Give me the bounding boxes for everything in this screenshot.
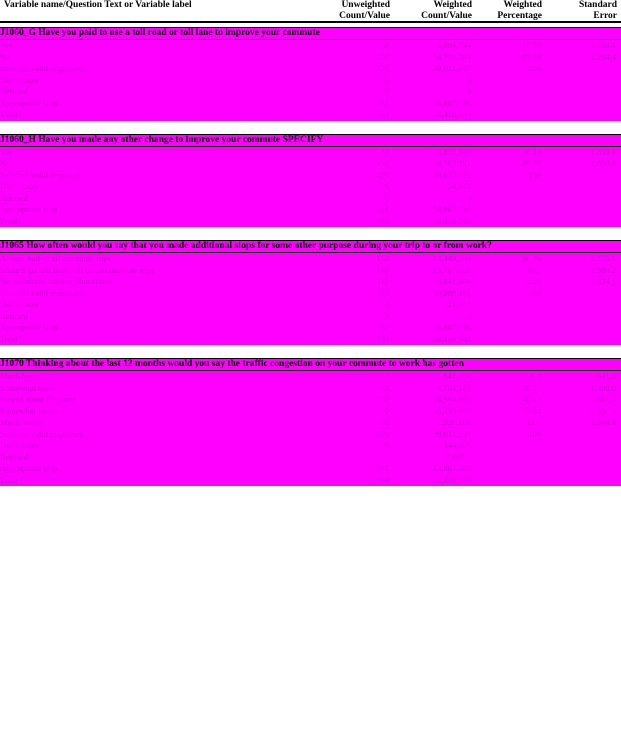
row-label: Don't know [0, 299, 314, 311]
row-standard-error [546, 204, 621, 216]
row-label: No [0, 158, 314, 170]
row-label: Almost half of all commute trips [0, 253, 314, 265]
row-standard-error: 1,644.4 [546, 417, 621, 429]
row-label: Don't know [0, 75, 314, 87]
row-weighted: 14,449,864 [394, 253, 476, 265]
row-percentage [476, 181, 546, 193]
row-standard-error [546, 75, 621, 87]
row-percentage [476, 311, 546, 323]
row-weighted: 0 [394, 193, 476, 205]
row-percentage: 13.88 [476, 40, 546, 52]
row-label: Somewhat worse [0, 406, 314, 418]
row-standard-error [546, 86, 621, 98]
row-weighted: 0 [394, 86, 476, 98]
row-unweighted: 703 [314, 216, 394, 228]
row-weighted: 0 [394, 311, 476, 323]
row-standard-error [546, 322, 621, 334]
row-unweighted: 1 [314, 452, 394, 464]
row-weighted: 10,332,993 [394, 406, 476, 418]
table-row [0, 334, 621, 346]
row-standard-error [546, 311, 621, 323]
row-weighted: 14,807,386 [394, 463, 476, 475]
row-weighted: 4,164,149 [394, 383, 476, 395]
row-label: Selected valid responses [0, 288, 314, 300]
row-unweighted: 703 [314, 475, 394, 487]
row-weighted: 14,807,386 [394, 322, 476, 334]
row-percentage: 40.2 [476, 265, 546, 277]
row-unweighted: 3 [314, 299, 394, 311]
row-unweighted: 7 [314, 371, 394, 383]
row-weighted: 39,088,185 [394, 288, 476, 300]
row-label: Yes [0, 146, 314, 158]
row-percentage [476, 475, 546, 487]
row-unweighted: 703 [314, 334, 394, 346]
row-percentage [476, 193, 546, 205]
row-percentage [476, 109, 546, 121]
table-row [0, 440, 621, 452]
row-weighted: 54,418,748 [394, 109, 476, 121]
table-row [0, 193, 621, 205]
row-label: Selected valid responses [0, 429, 314, 441]
question-band [0, 28, 621, 40]
question-band [0, 241, 621, 253]
row-weighted: 9,041,404 [394, 276, 476, 288]
row-unweighted: 0 [314, 86, 394, 98]
question-title: J1065 How often would you say that you made additional stops for some other purpose during your trip to or from work? [0, 241, 621, 253]
row-label: Somewhat better [0, 383, 314, 395]
row-label: No additional trips or almost none [0, 276, 314, 288]
row-percentage [476, 86, 546, 98]
row-standard-error [546, 452, 621, 464]
question-title: J1060_G Have you paid to use a toll road or toll lane to improve your commute [0, 28, 621, 40]
row-unweighted: 438 [314, 52, 394, 64]
row-unweighted: 48 [314, 383, 394, 395]
row-percentage: 36.46 [476, 253, 546, 265]
column-header-standard-error-line1: Standard [578, 0, 617, 10]
row-label: Total [0, 334, 314, 346]
table-row [0, 216, 621, 228]
table-row [0, 406, 621, 418]
row-unweighted: 112 [314, 276, 394, 288]
column-header-weighted [394, 0, 476, 22]
row-unweighted: 190 [314, 265, 394, 277]
row-standard-error [546, 429, 621, 441]
row-percentage: 100 [476, 170, 546, 182]
row-label: Selected valid responses [0, 63, 314, 75]
column-header-standard-error [546, 0, 621, 22]
row-label: Stayed about the same [0, 394, 314, 406]
row-label: Refused [0, 86, 314, 98]
question-band [0, 134, 621, 146]
table-row [0, 75, 621, 87]
row-label: Appropriate skip [0, 204, 314, 216]
table-row [0, 475, 621, 487]
row-label: Don't know [0, 440, 314, 452]
row-weighted: 34,767,121 [394, 158, 476, 170]
row-label: Don't know [0, 181, 314, 193]
row-standard-error: 1,380.0 [546, 383, 621, 395]
row-unweighted: 0 [314, 75, 394, 87]
table-row [0, 383, 621, 395]
row-percentage [476, 440, 546, 452]
row-unweighted: 0 [314, 311, 394, 323]
row-unweighted: 241 [314, 322, 394, 334]
question-title: J1070 Thinking about the last 12 months would you say the traffic congestion on your commute to work has gotten [0, 359, 621, 371]
row-label: Selected valid responses [0, 170, 314, 182]
row-percentage: 40.43 [476, 394, 546, 406]
row-standard-error [546, 181, 621, 193]
row-weighted: 641,004 [394, 371, 476, 383]
row-label: Some trips less than half of all commute trips [0, 265, 314, 277]
row-percentage: 1.4 [476, 371, 546, 383]
row-weighted: 2,989.1 [394, 452, 476, 464]
column-header-percentage-line2: Percentage [497, 10, 542, 21]
row-standard-error: 1,859.9 [546, 158, 621, 170]
row-weighted: 54,418,748 [394, 216, 476, 228]
table-row [0, 417, 621, 429]
table-row [0, 109, 621, 121]
row-standard-error: 2,331.1 [546, 406, 621, 418]
row-weighted: 0 [394, 75, 476, 87]
row-standard-error [546, 216, 621, 228]
row-weighted: 39,611,057 [394, 63, 476, 75]
row-percentage: 85.30 [476, 52, 546, 64]
table-row [0, 86, 621, 98]
row-standard-error [546, 98, 621, 110]
row-percentage [476, 204, 546, 216]
column-header-unweighted-line2: Count/Value [339, 10, 390, 21]
spacer [0, 121, 621, 135]
row-standard-error: 1,204.4 [546, 52, 621, 64]
row-weighted: 121,684 [394, 299, 476, 311]
table-row [0, 463, 621, 475]
table-row [0, 52, 621, 64]
table-row [0, 265, 621, 277]
row-unweighted: 241 [314, 98, 394, 110]
row-label: Much better [0, 371, 314, 383]
table-row [0, 322, 621, 334]
row-weighted: 14,807,386 [394, 204, 476, 216]
row-weighted: 344,808 [394, 440, 476, 452]
row-standard-error: 2,775.1 [546, 253, 621, 265]
row-label: Appropriate skip [0, 322, 314, 334]
row-standard-error [546, 334, 621, 346]
row-weighted: 14,994,086 [394, 394, 476, 406]
table-row [0, 63, 621, 75]
row-percentage: 100 [476, 429, 546, 441]
table-row [0, 299, 621, 311]
spacer [0, 227, 621, 241]
row-unweighted: 38 [314, 40, 394, 52]
row-label: Total [0, 475, 314, 487]
row-label: No [0, 52, 314, 64]
row-standard-error: 2,334.1 [546, 276, 621, 288]
row-standard-error [546, 475, 621, 487]
row-unweighted: 478 [314, 170, 394, 182]
row-unweighted: 92 [314, 417, 394, 429]
column-header-weighted-line2: Count/Value [421, 10, 472, 21]
row-unweighted: 703 [314, 109, 394, 121]
row-unweighted: 152 [314, 253, 394, 265]
table-body [0, 22, 621, 486]
table-row [0, 429, 621, 441]
table-row [0, 181, 621, 193]
row-standard-error: 2,884.2 [546, 265, 621, 277]
row-weighted: 4,810,990 [394, 146, 476, 158]
row-weighted: 15,767,021 [394, 265, 476, 277]
row-unweighted: 476 [314, 63, 394, 75]
table-row [0, 170, 621, 182]
row-weighted: 34,731,304 [394, 52, 476, 64]
row-standard-error [546, 109, 621, 121]
row-label: Yes [0, 40, 314, 52]
row-percentage [476, 463, 546, 475]
row-label: Appropriate skip [0, 98, 314, 110]
row-label: Total [0, 109, 314, 121]
column-header-variable [0, 0, 314, 22]
row-standard-error [546, 288, 621, 300]
column-header-standard-error-line2: Error [593, 10, 617, 21]
row-weighted: 39,627,272 [394, 170, 476, 182]
row-unweighted: 48 [314, 146, 394, 158]
row-percentage: 22.24 [476, 276, 546, 288]
column-header-unweighted-line1: Unweighted [341, 0, 390, 10]
row-percentage: 10.13 [476, 146, 546, 158]
row-weighted: 39,011,294 [394, 429, 476, 441]
row-percentage [476, 216, 546, 228]
row-percentage: 100 [476, 288, 546, 300]
row-label: Appropriate skip [0, 463, 314, 475]
table-row [0, 253, 621, 265]
row-standard-error: 641.3 [546, 371, 621, 383]
row-weighted: 14,807,386 [394, 98, 476, 110]
table-row [0, 276, 621, 288]
row-unweighted: 430 [314, 158, 394, 170]
row-percentage [476, 299, 546, 311]
row-unweighted: 459 [314, 288, 394, 300]
row-unweighted: 241 [314, 204, 394, 216]
table-row [0, 288, 621, 300]
table-header-row [0, 0, 621, 22]
row-percentage [476, 98, 546, 110]
row-standard-error [546, 63, 621, 75]
row-label: Much worse [0, 417, 314, 429]
row-percentage: 19.4 [476, 417, 546, 429]
row-standard-error: 1,204.4 [546, 40, 621, 52]
row-label: Total [0, 216, 314, 228]
spacer [0, 345, 621, 359]
column-header-percentage-line1: Weighted [503, 0, 542, 10]
row-percentage [476, 322, 546, 334]
table-row [0, 394, 621, 406]
row-unweighted: 0 [314, 193, 394, 205]
row-standard-error [546, 440, 621, 452]
row-unweighted: 6 [314, 440, 394, 452]
column-header-variable-line1: Variable name/Question Text or Variable label [4, 0, 192, 10]
row-label: Refused [0, 193, 314, 205]
row-percentage: 100 [476, 63, 546, 75]
table-row [0, 146, 621, 158]
table-row [0, 204, 621, 216]
row-label: Refused [0, 452, 314, 464]
row-standard-error [546, 299, 621, 311]
row-percentage [476, 75, 546, 87]
table-row [0, 40, 621, 52]
column-header-weighted-line1: Weighted [433, 0, 472, 10]
row-standard-error: 1,859.9 [546, 146, 621, 158]
row-standard-error [546, 193, 621, 205]
row-standard-error [546, 463, 621, 475]
row-standard-error: 2,861.4 [546, 394, 621, 406]
row-percentage [476, 452, 546, 464]
row-weighted: 7,920,100 [394, 417, 476, 429]
table-row [0, 452, 621, 464]
question-title: J1060_H Have you made any other change to improve your commute SPECIFY [0, 134, 621, 146]
row-label: Refused [0, 311, 314, 323]
row-percentage: 10.42 [476, 383, 546, 395]
table-row [0, 98, 621, 110]
row-unweighted: 473 [314, 429, 394, 441]
table-row [0, 158, 621, 170]
row-unweighted: 92 [314, 406, 394, 418]
row-percentage: 25.24 [476, 406, 546, 418]
row-unweighted: 200 [314, 394, 394, 406]
row-standard-error [546, 170, 621, 182]
row-weighted: 4,884,744 [394, 40, 476, 52]
row-weighted: 54,418,748 [394, 334, 476, 346]
row-percentage [476, 334, 546, 346]
table-row [0, 371, 621, 383]
row-weighted: 54,418,748 [394, 475, 476, 487]
question-band [0, 359, 621, 371]
column-header-unweighted [314, 0, 394, 22]
row-unweighted: 1 [314, 181, 394, 193]
row-percentage: 89.88 [476, 158, 546, 170]
row-weighted: 54,840 [394, 181, 476, 193]
row-unweighted: 241 [314, 463, 394, 475]
table-row [0, 311, 621, 323]
column-header-percentage [476, 0, 546, 22]
